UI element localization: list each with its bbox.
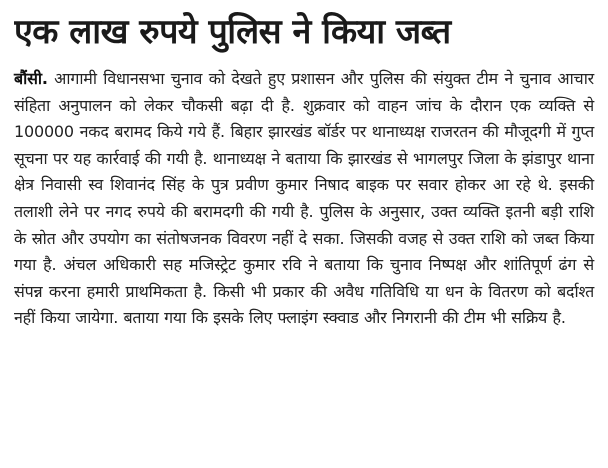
headline: एक लाख रुपये पुलिस ने किया जब्त	[14, 12, 451, 52]
article-text: आगामी विधानसभा चुनाव को देखते हुए प्रशासन और पुलिस की संयुक्त टीम ने चुनाव आचार संहिता अनुपालन को लेकर चौकसी बढ़ा दी है. शुक्रवार को वाहन जांच के दौरान एक व्यक्ति से 100000 नकद बरामद किये गये हैं. बिहार झारखंड बॉर्डर पर थानाध्यक्ष राजरतन की मौजूदगी में गुप्त सूचना पर यह कार्रवाई की गयी है. थानाध्यक्ष ने बताया कि झारखंड से भागलपुर जिला के झंडापुर थाना क्षेत्र निवासी स्व शिवानंद सिंह के पुत्र प्रवीण कुमार निषाद बाइक पर सवार होकर आ रहे थे. इसकी तलाशी लेने पर नगद रुपये की बरामदगी की गयी है. पुलिस के अनुसार, उक्त व्यक्ति इतनी बड़ी राशि के स्रोत और उपयोग का संतोषजनक विवरण नहीं दे सका. जिसकी वजह से उक्त राशि को जब्त किया गया है. अंचल अधिकारी सह मजिस्ट्रेट कुमार रवि ने बताया कि चुनाव निष्पक्ष और शांतिपूर्ण ढंग से संपन्न करना हमारी प्राथमिकता है. किसी भी प्रकार की अवैध गतिविधि या धन के वितरण को बर्दाश्त नहीं किया जायेगा. बताया गया कि इसके लिए फ्लाइंग स्क्वाड और निगरानी की टीम भी सक्रिय है.	[14, 69, 594, 328]
article-body	[14, 66, 594, 332]
dateline: बौंसी.	[14, 69, 48, 88]
